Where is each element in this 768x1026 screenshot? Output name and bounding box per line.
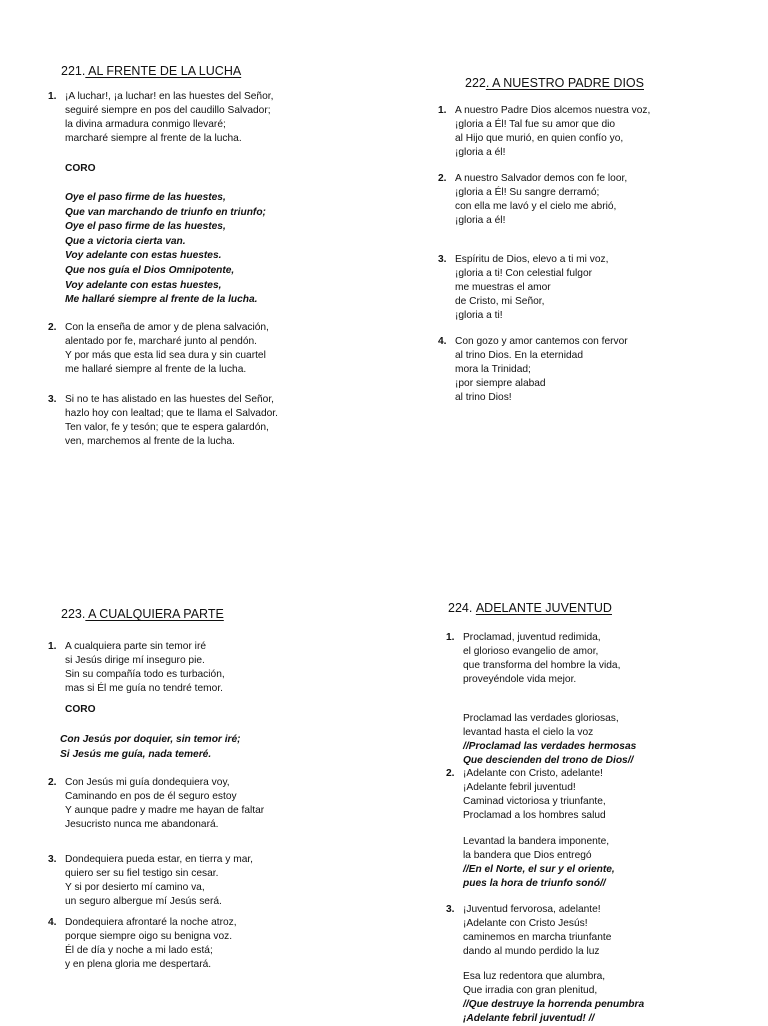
hymn-number: 224.	[448, 601, 473, 615]
verse	[48, 90, 274, 146]
verse-line: de Cristo, mi Señor,	[455, 296, 545, 308]
verse	[48, 393, 278, 449]
verse	[463, 835, 615, 891]
verse-line: Proclamad las verdades gloriosas,	[463, 713, 619, 724]
verse-line: Ten valor, fe y tesón; que te espera galardón,	[65, 422, 269, 434]
chorus-line: Que nos guía el Dios Omnipotente,	[65, 264, 235, 276]
verse-line: si Jesús dirige mí inseguro pie.	[65, 655, 205, 667]
verse	[463, 970, 644, 1026]
verse-line: proveyéndole vida mejor.	[463, 674, 577, 686]
hymn-title	[61, 64, 241, 78]
verse-line: al Hijo que murió, en quien confío yo,	[455, 133, 624, 145]
verse-line: Que irradia con gran plenitud,	[463, 985, 598, 997]
verse-line: me muestras el amor	[455, 282, 551, 294]
chorus-line: Que van marchando de triunfo en triunfo;	[65, 206, 266, 218]
verse	[48, 776, 265, 832]
verse	[446, 767, 606, 823]
hymn-number: 223.	[61, 607, 86, 621]
verse	[48, 916, 237, 972]
verse-line: ¡Adelante febril juventud!	[463, 782, 576, 794]
hymn-name: A CUALQUIERA PARTE	[85, 607, 224, 621]
chorus-line: Oye el paso firme de las huestes,	[65, 221, 226, 233]
chorus-line: Oye el paso firme de las huestes,	[65, 192, 226, 203]
verse-line: Con Jesús mi guía dondequiera voy,	[65, 777, 230, 788]
verse-number: 3.	[48, 854, 57, 865]
verse	[48, 853, 254, 909]
verse-line: ¡gloria a él!	[455, 215, 506, 227]
verse-number: 2.	[48, 322, 57, 333]
coro-label: CORO	[65, 163, 96, 174]
verse-line: me hallaré siempre al frente de la lucha.	[65, 364, 247, 376]
verse-number: 1.	[48, 91, 57, 102]
verse-line: Y si por desierto mí camino va,	[65, 882, 205, 894]
verse-line: Jesucristo nunca me abandonará.	[65, 819, 219, 831]
chorus-line: Voy adelante con estas huestes.	[65, 250, 222, 262]
verse	[438, 172, 628, 228]
verse-line: caminemos en marcha triunfante	[463, 932, 612, 944]
verse	[446, 903, 612, 959]
verse-line: Levantad la bandera imponente,	[463, 836, 610, 847]
verse-line: ¡gloria a ti! Con celestial fulgor	[455, 268, 593, 280]
verse-line: Sin su compañía todo es turbación,	[65, 669, 225, 681]
verse-number: 1.	[446, 632, 455, 643]
verse-line: ¡por siempre alabad	[455, 378, 546, 390]
hymn-name: AL FRENTE DE LA LUCHA	[85, 64, 242, 78]
verse-line: Proclamad, juventud redimida,	[463, 632, 601, 643]
verse-line: marcharé siempre al frente de la lucha.	[65, 133, 242, 145]
verse-line: al trino Dios. En la eternidad	[455, 350, 583, 362]
verse-line: A cualquiera parte sin temor iré	[65, 641, 206, 652]
verse-line: que transforma del hombre la vida,	[463, 660, 621, 672]
hymn-title	[448, 601, 612, 615]
hymn-name: ADELANTE JUVENTUD	[475, 601, 612, 615]
verse-line: //Que destruye la horrenda penumbra	[463, 999, 645, 1011]
verse-line: //Proclamad las verdades hermosas	[463, 741, 637, 753]
verse	[48, 640, 225, 696]
verse	[438, 253, 609, 323]
verse-number: 2.	[446, 768, 455, 779]
verse-line: Y aunque padre y madre me hayan de faltar	[65, 805, 265, 817]
verse-number: 1.	[438, 105, 447, 116]
verse-line: ¡Juventud fervorosa, adelante!	[463, 904, 601, 915]
verse-line: pues la hora de triunfo sonó//	[463, 878, 606, 890]
verse-line: seguiré siempre en pos del caudillo Salvador;	[65, 105, 271, 117]
chorus-line: Voy adelante con estas huestes,	[65, 279, 222, 291]
verse-line: ¡Adelante con Cristo, adelante!	[463, 768, 603, 779]
verse-number: 4.	[438, 336, 447, 347]
verse-number: 2.	[438, 173, 447, 184]
verse-line: hazlo hoy con lealtad; que te llama el Salvador.	[65, 408, 278, 420]
verse-line: mas si Él me guía no tendré temor.	[65, 683, 223, 695]
verse-number: 3.	[438, 254, 447, 265]
verse-number: 2.	[48, 777, 57, 788]
verse-line: el glorioso evangelio de amor,	[463, 646, 599, 658]
verse-line: Con gozo y amor cantemos con fervor	[455, 336, 628, 347]
verse-line: ¡gloria a ti!	[455, 310, 503, 322]
verse-line: un seguro albergue mí Jesús será.	[65, 896, 222, 908]
verse	[463, 712, 636, 768]
chorus-line: Con Jesús por doquier, sin temor iré;	[60, 734, 241, 745]
chorus	[60, 733, 241, 762]
verse-line: Y por más que esta lid sea dura y sin cuartel	[65, 350, 266, 362]
verse-line: la divina armadura conmigo llevaré;	[65, 119, 226, 131]
verse-line: ¡gloria a él!	[455, 147, 506, 159]
chorus	[65, 191, 266, 308]
verse-line: Proclamad a los hombres salud	[463, 810, 606, 822]
verse-number: 3.	[48, 394, 57, 405]
verse-line: Esa luz redentora que alumbra,	[463, 971, 606, 982]
verse-line: ¡gloria a Él! Tal fue su amor que dio	[455, 119, 616, 131]
verse-line: ¡gloria a Él! Su sangre derramó;	[455, 187, 600, 199]
verse	[446, 631, 621, 687]
verse-line: ¡A luchar!, ¡a luchar! en las huestes del Señor,	[65, 91, 274, 102]
verse-line: A nuestro Padre Dios alcemos nuestra voz,	[455, 105, 651, 116]
verse-line: ven, marchemos al frente de la lucha.	[65, 436, 235, 448]
verse-line: ¡Adelante con Cristo Jesús!	[463, 918, 588, 930]
verse-line: la bandera que Dios entregó	[463, 850, 592, 862]
verse-line: porque siempre oigo su benigna voz.	[65, 931, 233, 943]
verse-line: alentado por fe, marcharé junto al pendón.	[65, 336, 257, 348]
verse-line: y en plena gloria me despertará.	[65, 959, 212, 971]
hymn-title	[465, 76, 644, 90]
verse-line: quiero ser su fiel testigo sin cesar.	[65, 868, 219, 880]
verse-line: Espíritu de Dios, elevo a ti mi voz,	[455, 254, 609, 265]
verse-line: ¡Adelante febril juventud! //	[463, 1013, 595, 1025]
verse-line: Él de día y noche a mi lado está;	[65, 945, 213, 957]
chorus-line: Si Jesús me guía, nada temeré.	[60, 748, 212, 760]
chorus-line: Me hallaré siempre al frente de la lucha.	[65, 294, 258, 306]
verse	[438, 335, 628, 405]
coro-label: CORO	[65, 704, 96, 715]
verse-line: con ella me lavó y el cielo me abrió,	[455, 201, 617, 213]
verse-line: //En el Norte, el sur y el oriente,	[463, 864, 615, 876]
verse-number: 4.	[48, 917, 57, 928]
verse	[438, 104, 651, 160]
hymn-number: 222	[465, 76, 486, 90]
hymn-name: . A NUESTRO PADRE DIOS	[485, 76, 644, 90]
verse-number: 3.	[446, 904, 455, 915]
verse-line: A nuestro Salvador demos con fe loor,	[455, 173, 628, 184]
chorus-line: Que a victoria cierta van.	[65, 235, 186, 247]
verse-line: mora la Trinidad;	[455, 364, 531, 376]
verse-line: levantad hasta el cielo la voz	[463, 727, 594, 739]
hymn-number: 221.	[61, 64, 86, 78]
verse	[48, 321, 269, 377]
verse-line: dando al mundo perdido la luz	[463, 946, 600, 958]
verse-line: Dondequiera afrontaré la noche atroz,	[65, 917, 237, 928]
verse-line: Caminad victoriosa y triunfante,	[463, 796, 606, 808]
verse-line: Si no te has alistado en las huestes del Señor,	[65, 394, 274, 405]
verse-line: Caminando en pos de él seguro estoy	[65, 791, 237, 803]
verse-number: 1.	[48, 641, 57, 652]
hymn-title	[61, 607, 224, 621]
verse-line: al trino Dios!	[455, 392, 512, 404]
verse-line: Que descienden del trono de Dios//	[463, 755, 634, 767]
verse-line: Con la enseña de amor y de plena salvación,	[65, 322, 269, 333]
verse-line: Dondequiera pueda estar, en tierra y mar,	[65, 854, 254, 865]
